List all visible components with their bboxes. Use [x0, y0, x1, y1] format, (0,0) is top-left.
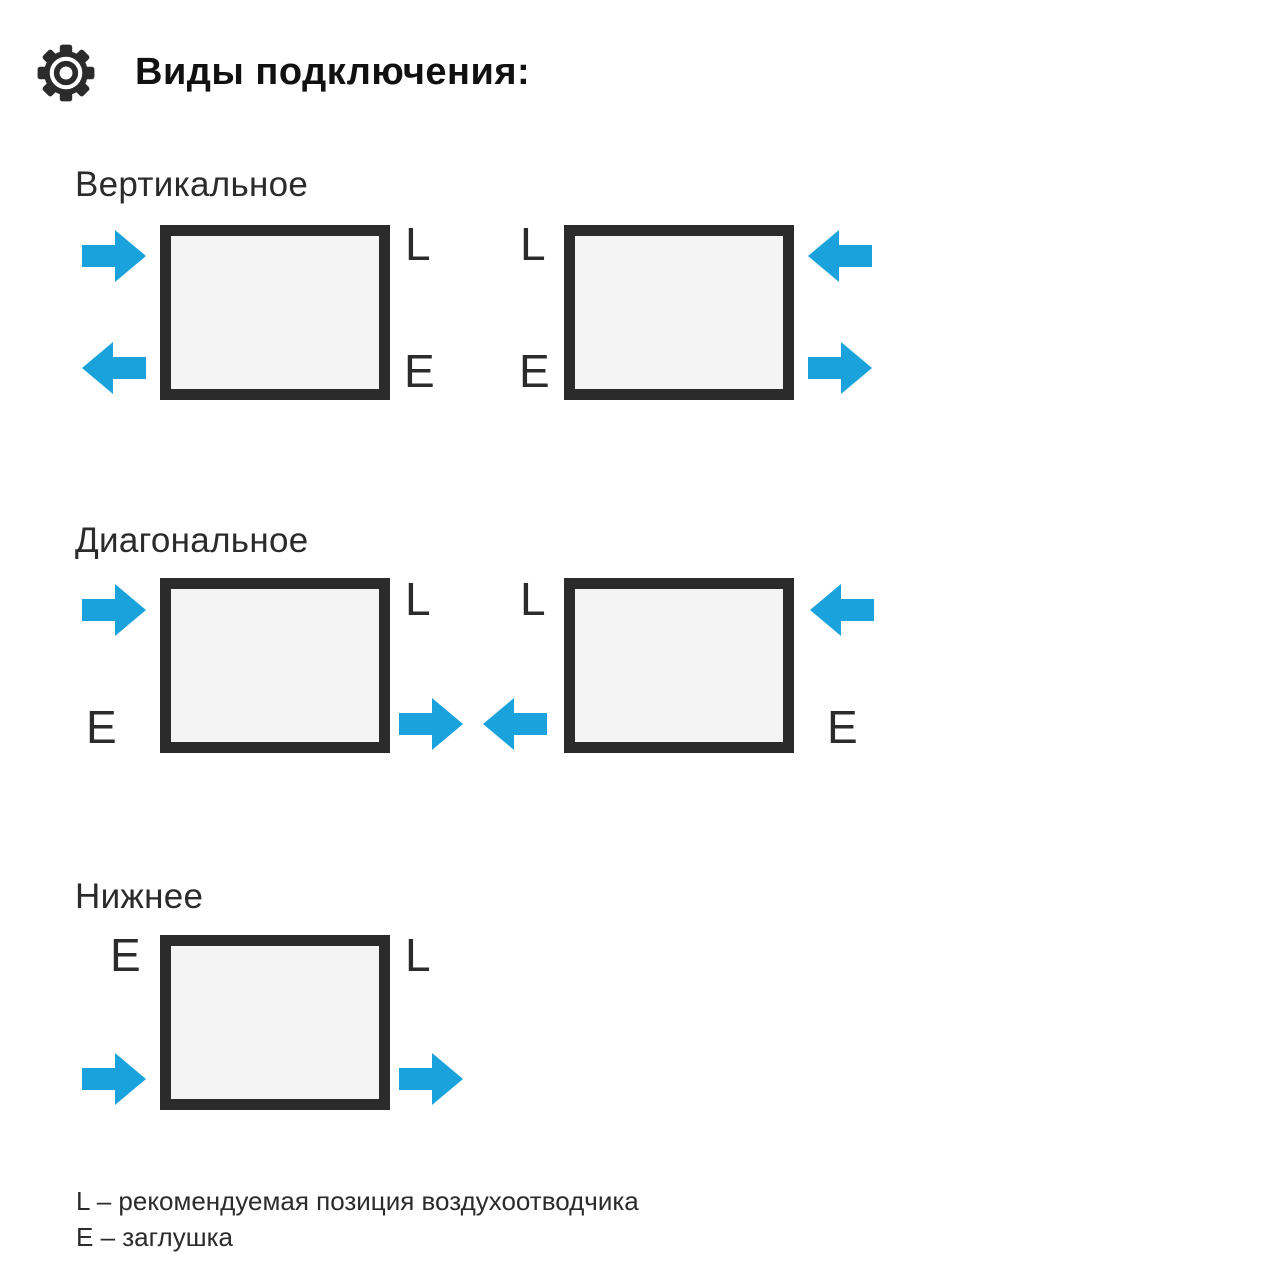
section-title-vertical: Вертикальное	[75, 165, 309, 204]
section-title-diagonal: Диагональное	[75, 521, 309, 560]
inlet-arrow-icon	[810, 584, 874, 636]
port-label-L: L	[405, 218, 431, 270]
inlet-arrow-icon	[82, 230, 146, 282]
port-label-E: E	[404, 345, 435, 397]
outlet-arrow-icon	[399, 698, 463, 750]
page-title: Виды подключения:	[135, 51, 531, 93]
gear-icon	[35, 42, 97, 104]
radiator-box	[564, 578, 794, 753]
outlet-arrow-icon	[399, 1053, 463, 1105]
inlet-arrow-icon	[82, 1053, 146, 1105]
inlet-arrow-icon	[82, 584, 146, 636]
radiator-box	[160, 935, 390, 1110]
port-label-E: E	[519, 345, 550, 397]
port-label-L: L	[520, 573, 546, 625]
outlet-arrow-icon	[483, 698, 547, 750]
radiator-box	[160, 225, 390, 400]
port-label-E: E	[827, 701, 858, 753]
legend-line-plug: E – заглушка	[76, 1222, 233, 1252]
port-label-L: L	[520, 218, 546, 270]
section-title-bottom: Нижнее	[75, 877, 204, 916]
radiator-box	[160, 578, 390, 753]
port-label-L: L	[405, 929, 431, 981]
port-label-L: L	[405, 573, 431, 625]
outlet-arrow-icon	[808, 342, 872, 394]
legend-line-air-vent: L – рекомендуемая позиция воздухоотводчика	[76, 1186, 639, 1216]
inlet-arrow-icon	[808, 230, 872, 282]
port-label-E: E	[86, 701, 117, 753]
outlet-arrow-icon	[82, 342, 146, 394]
port-label-E: E	[110, 929, 141, 981]
radiator-box	[564, 225, 794, 400]
